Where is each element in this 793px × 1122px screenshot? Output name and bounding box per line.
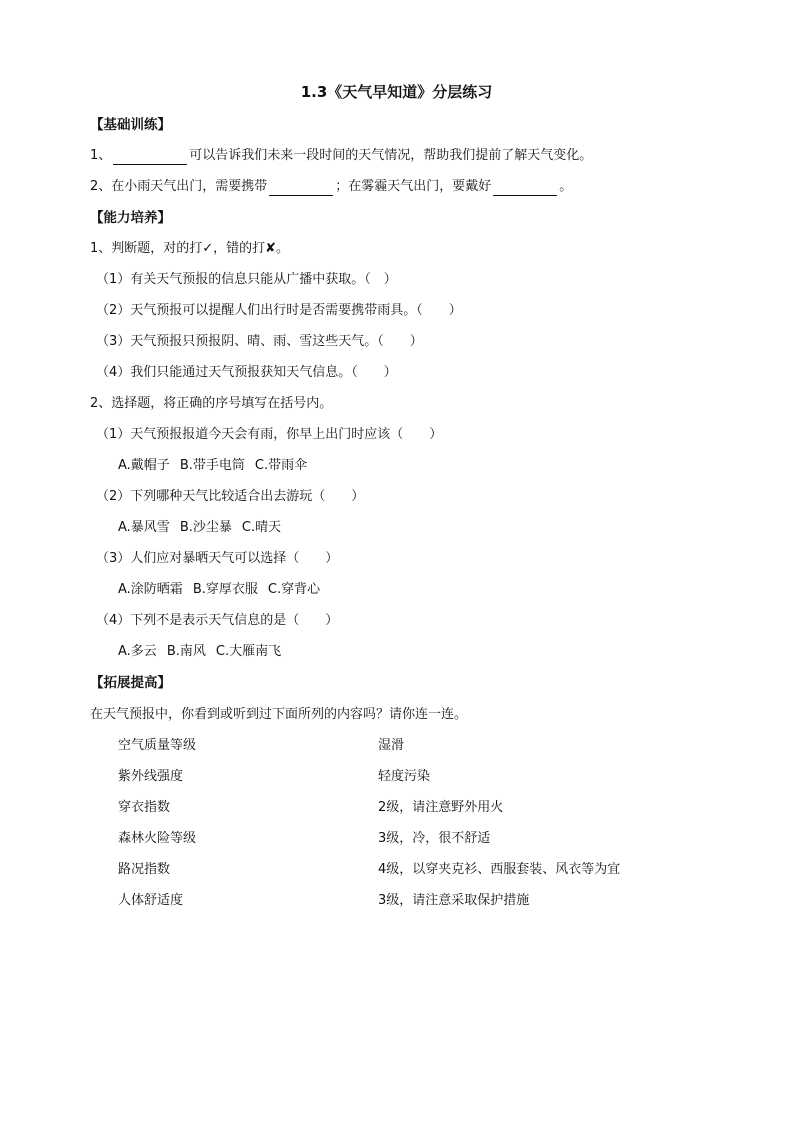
basic-question-1 [90, 147, 592, 165]
choice-options [118, 519, 281, 537]
option-c: C.穿背心 [267, 582, 321, 597]
judge-item: （2）天气预报可以提醒人们出行时是否需要携带雨具。（ ） [96, 303, 462, 318]
choice-options [118, 581, 320, 599]
choice-question: （1）天气预报报道今天会有雨，你早上出门时应该（ ） [96, 427, 443, 442]
option-a: A.戴帽子 [118, 458, 170, 473]
option-b: B.带手电筒 [179, 458, 245, 473]
option-a: A.多云 [118, 644, 157, 659]
choice-title: 2、选择题，将正确的序号填写在括号内。 [90, 396, 333, 411]
section-extension-heading: 【拓展提高】 [90, 675, 171, 691]
option-a: A.涂防晒霜 [118, 582, 183, 597]
section-basic-heading: 【基础训练】 [90, 117, 171, 133]
choice-options [118, 457, 307, 475]
basic-q2-mid: ；在雾霾天气出门，要戴好 [335, 179, 492, 194]
choice-options [118, 643, 281, 661]
blank-field[interactable] [269, 181, 333, 196]
basic-question-2 [90, 178, 572, 196]
match-right-item[interactable]: 轻度污染 [378, 769, 431, 784]
match-right-item[interactable]: 4级，以穿夹克衫、西服套装、风衣等为宜 [378, 862, 621, 877]
match-right-item[interactable]: 3级，请注意采取保护措施 [378, 893, 530, 908]
blank-field[interactable] [493, 181, 557, 196]
basic-q2-prefix: 2、在小雨天气出门，需要携带 [90, 179, 268, 194]
judge-item: （4）我们只能通过天气预报获知天气信息。（ ） [96, 365, 397, 380]
option-b: B.穿厚衣服 [192, 582, 258, 597]
match-left-item[interactable]: 人体舒适度 [118, 893, 184, 908]
match-right-item[interactable]: 3级，冷，很不舒适 [378, 831, 491, 846]
option-c: C.大雁南飞 [215, 644, 282, 659]
choice-question: （3）人们应对暴晒天气可以选择（ ） [96, 551, 339, 566]
extension-prompt: 在天气预报中，你看到或听到过下面所列的内容吗？请你连一连。 [90, 707, 468, 722]
option-b: B.南风 [166, 644, 206, 659]
match-right-item[interactable]: 2级，请注意野外用火 [378, 800, 504, 815]
blank-field[interactable] [113, 150, 187, 165]
section-ability-heading: 【能力培养】 [90, 210, 171, 226]
basic-q2-suffix: 。 [559, 179, 573, 194]
option-a: A.暴风雪 [118, 520, 170, 535]
match-left-item[interactable]: 空气质量等级 [118, 738, 197, 753]
basic-q1-prefix: 1、 [90, 148, 112, 163]
match-left-item[interactable]: 紫外线强度 [118, 769, 184, 784]
option-c: C.带雨伞 [254, 458, 308, 473]
choice-question: （4）下列不是表示天气信息的是（ ） [96, 613, 339, 628]
basic-q1-suffix: 可以告诉我们未来一段时间的天气情况，帮助我们提前了解天气变化。 [189, 148, 593, 163]
match-right-item[interactable]: 湿滑 [378, 738, 405, 753]
judge-item: （3）天气预报只预报阴、晴、雨、雪这些天气。（ ） [96, 334, 423, 349]
option-c: C.晴天 [241, 520, 282, 535]
option-b: B.沙尘暴 [179, 520, 232, 535]
judge-title: 1、判断题，对的打✓，错的打✘。 [90, 241, 290, 256]
judge-item: （1）有关天气预报的信息只能从广播中获取。（ ） [96, 272, 397, 287]
match-left-item[interactable]: 森林火险等级 [118, 831, 197, 846]
match-left-item[interactable]: 穿衣指数 [118, 800, 171, 815]
page-title: 1.3《天气早知道》分层练习 [300, 83, 493, 101]
match-left-item[interactable]: 路况指数 [118, 862, 171, 877]
choice-question: （2）下列哪种天气比较适合出去游玩（ ） [96, 489, 365, 504]
